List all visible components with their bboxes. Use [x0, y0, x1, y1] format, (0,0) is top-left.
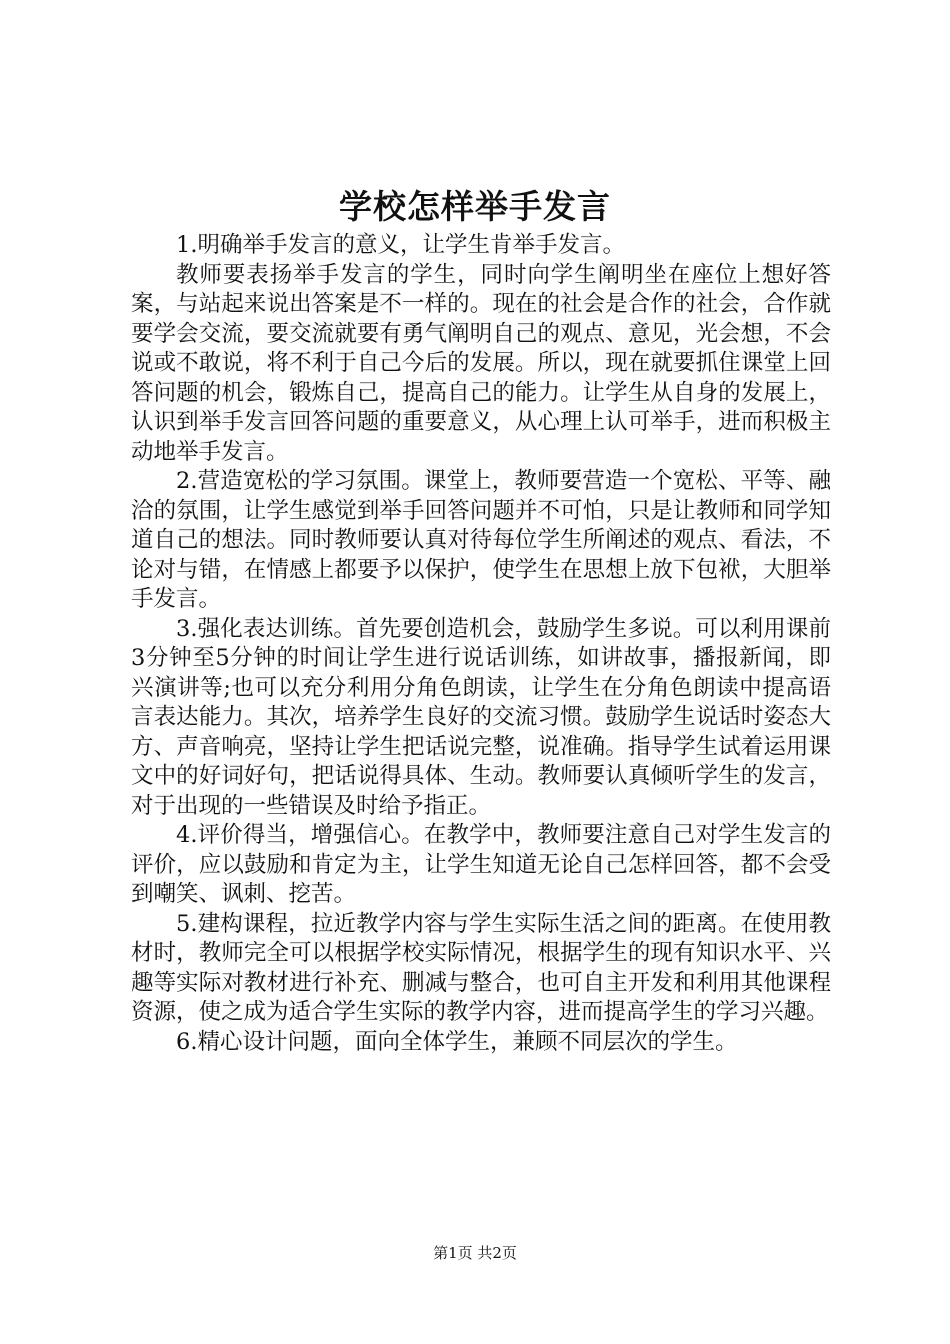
- document-title: 学校怎样举手发言: [339, 187, 611, 226]
- paragraph-5: 4.评价得当，增强信心。在教学中，教师要注意自己对学生发言的评价，应以鼓励和肯定为主，让学生知道无论自己怎样回答，都不会受到嘲笑、讽刺、挖苦。: [131, 822, 831, 907]
- paragraph-7: 6.精心设计问题，面向全体学生，兼顾不同层次的学生。: [176, 1028, 738, 1055]
- page-number-footer: 第1页 共2页: [433, 1244, 517, 1262]
- paragraph-6: 5.建构课程，拉近教学内容与学生实际生活之间的距离。在使用教材时，教师完全可以根据学校实际情况，根据学生的现有知识水平、兴趣等实际对教材进行补充、删减与整合，也可自主开发和利用其他课程资源，使之成为适合学生实际的教学内容，进而提高学生的学习兴趣。: [131, 910, 831, 1025]
- paragraph-3: 2.营造宽松的学习氛围。课堂上，教师要营造一个宽松、平等、融洽的氛围，让学生感觉到举手回答问题并不可怕，只是让教师和同学知道自己的想法。同时教师要认真对待每位学生所阐述的观点、看法，不论对与错，在情感上都要予以保护，使学生在思想上放下包袱，大胆举手发言。: [131, 468, 831, 612]
- paragraph-1: 1.明确举手发言的意义，让学生肯举手发言。: [176, 232, 625, 258]
- paragraph-4: 3.强化表达训练。首先要创造机会，鼓励学生多说。可以利用课前3分钟至5分钟的时间让学生进行说话训练，如讲故事，播报新闻，即兴演讲等;也可以充分利用分角色朗读，让学生在分角色朗读中提高语言表达能力。其次，培养学生良好的交流习惯。鼓励学生说话时姿态大方、声音响亮，坚持让学生把话说完整，说准确。指导学生试着运用课文中的好词好句，把话说得具体、生动。教师要认真倾听学生的发言，对于出现的一些错误及时给予指正。: [131, 615, 831, 819]
- paragraph-2: 教师要表扬举手发言的学生，同时向学生阐明坐在座位上想好答案，与站起来说出答案是不一样的。现在的社会是合作的社会，合作就要学会交流，要交流就要有勇气阐明自己的观点、意见，光会想，不会说或不敢说，将不利于自己今后的发展。所以，现在就要抓住课堂上回答问题的机会，锻炼自己，提高自己的能力。让学生从自身的发展上，认识到举手发言回答问题的重要意义，从心理上认可举手，进而积极主动地举手发言。: [131, 261, 831, 465]
- document-body: [131, 231, 831, 1057]
